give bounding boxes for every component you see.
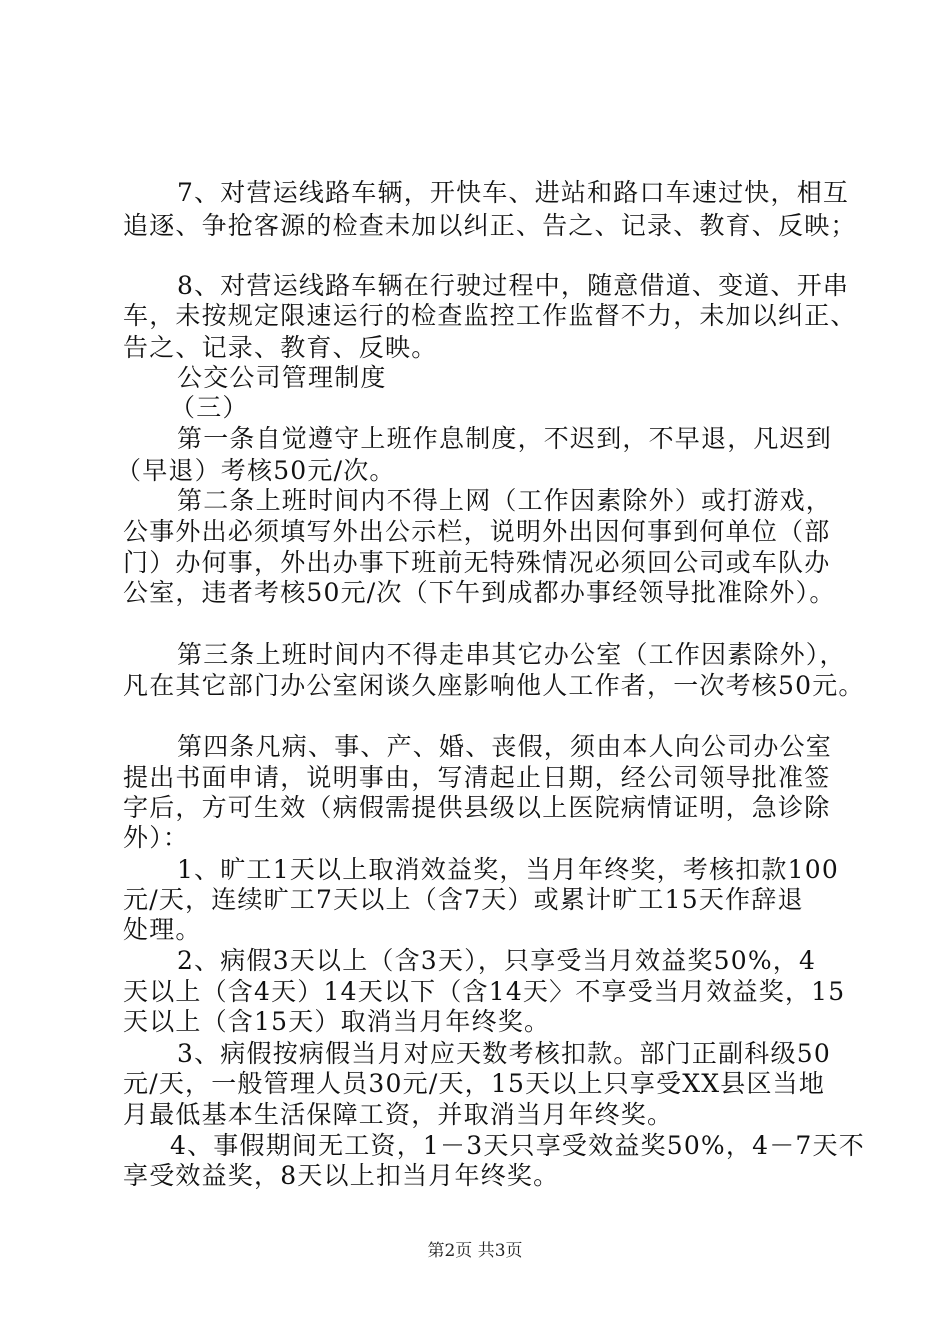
text-line: 第四条凡病、事、产、婚、丧假，须由本人向公司办公室	[177, 732, 833, 761]
text-line: 8、对营运线路车辆在行驶过程中，随意借道、变道、开串	[177, 271, 850, 300]
text-line: 3、病假按病假当月对应天数考核扣款。部门正副科级50	[177, 1039, 831, 1068]
text-line: 天以上（含15天）取消当月年终奖。	[123, 1007, 551, 1036]
section-number: （三）	[170, 393, 249, 422]
text-line: 元/天，一般管理人员30元/天，15天以上只享受XX县区当地	[123, 1069, 826, 1098]
text-line: 享受效益奖，8天以上扣当月年终奖。	[123, 1161, 560, 1190]
text-line: 第二条上班时间内不得上网（工作因素除外）或打游戏，	[177, 486, 833, 515]
text-line: 提出书面申请，说明事由，写清起止日期，经公司领导批准签	[123, 763, 831, 792]
text-line: 4、事假期间无工资，1－3天只享受效益奖50%，4－7天不	[170, 1131, 865, 1160]
text-line: 1、旷工1天以上取消效益奖，当月年终奖，考核扣款100	[177, 855, 839, 884]
text-line: 字后，方可生效（病假需提供县级以上医院病情证明，急诊除	[123, 793, 831, 822]
text-line: （早退）考核50元/次。	[116, 456, 396, 485]
text-line: 天以上（含4天）14天以下（含14天〉不享受当月效益奖，15	[123, 977, 846, 1006]
text-line: 车，未按规定限速运行的检查监控工作监督不力，未加以纠正、	[123, 301, 857, 330]
text-line: 元/天，连续旷工7天以上（含7天）或累计旷工15天作辞退	[123, 885, 804, 914]
section-title: 公交公司管理制度	[177, 363, 387, 392]
text-line: 公事外出必须填写外出公示栏，说明外出因何事到何单位（部	[123, 517, 831, 546]
text-line: 公室，违者考核50元/次（下午到成都办事经领导批准除外）。	[123, 578, 836, 607]
text-line: 凡在其它部门办公室闲谈久座影响他人工作者，一次考核50元。	[123, 671, 865, 700]
text-line: 告之、记录、教育、反映。	[123, 333, 438, 362]
text-line: 处理。	[123, 915, 202, 944]
page-number-footer: 第2页 共3页	[427, 1241, 523, 1261]
text-line: 7、对营运线路车辆，开快车、进站和路口车速过快，相互	[177, 178, 850, 207]
text-line: 2、病假3天以上（含3天），只享受当月效益奖50%，4	[177, 946, 817, 975]
text-line: 第一条自觉遵守上班作息制度，不迟到，不早退，凡迟到	[177, 424, 833, 453]
text-line: 门）办何事，外出办事下班前无特殊情况必须回公司或车队办	[123, 548, 831, 577]
text-line: 月最低基本生活保障工资，并取消当月年终奖。	[123, 1100, 674, 1129]
text-line: 追逐、争抢客源的检查未加以纠正、告之、记录、教育、反映；	[123, 211, 857, 240]
text-line: 外）：	[123, 823, 190, 852]
text-line: 第三条上班时间内不得走串其它办公室（工作因素除外），	[177, 640, 846, 669]
